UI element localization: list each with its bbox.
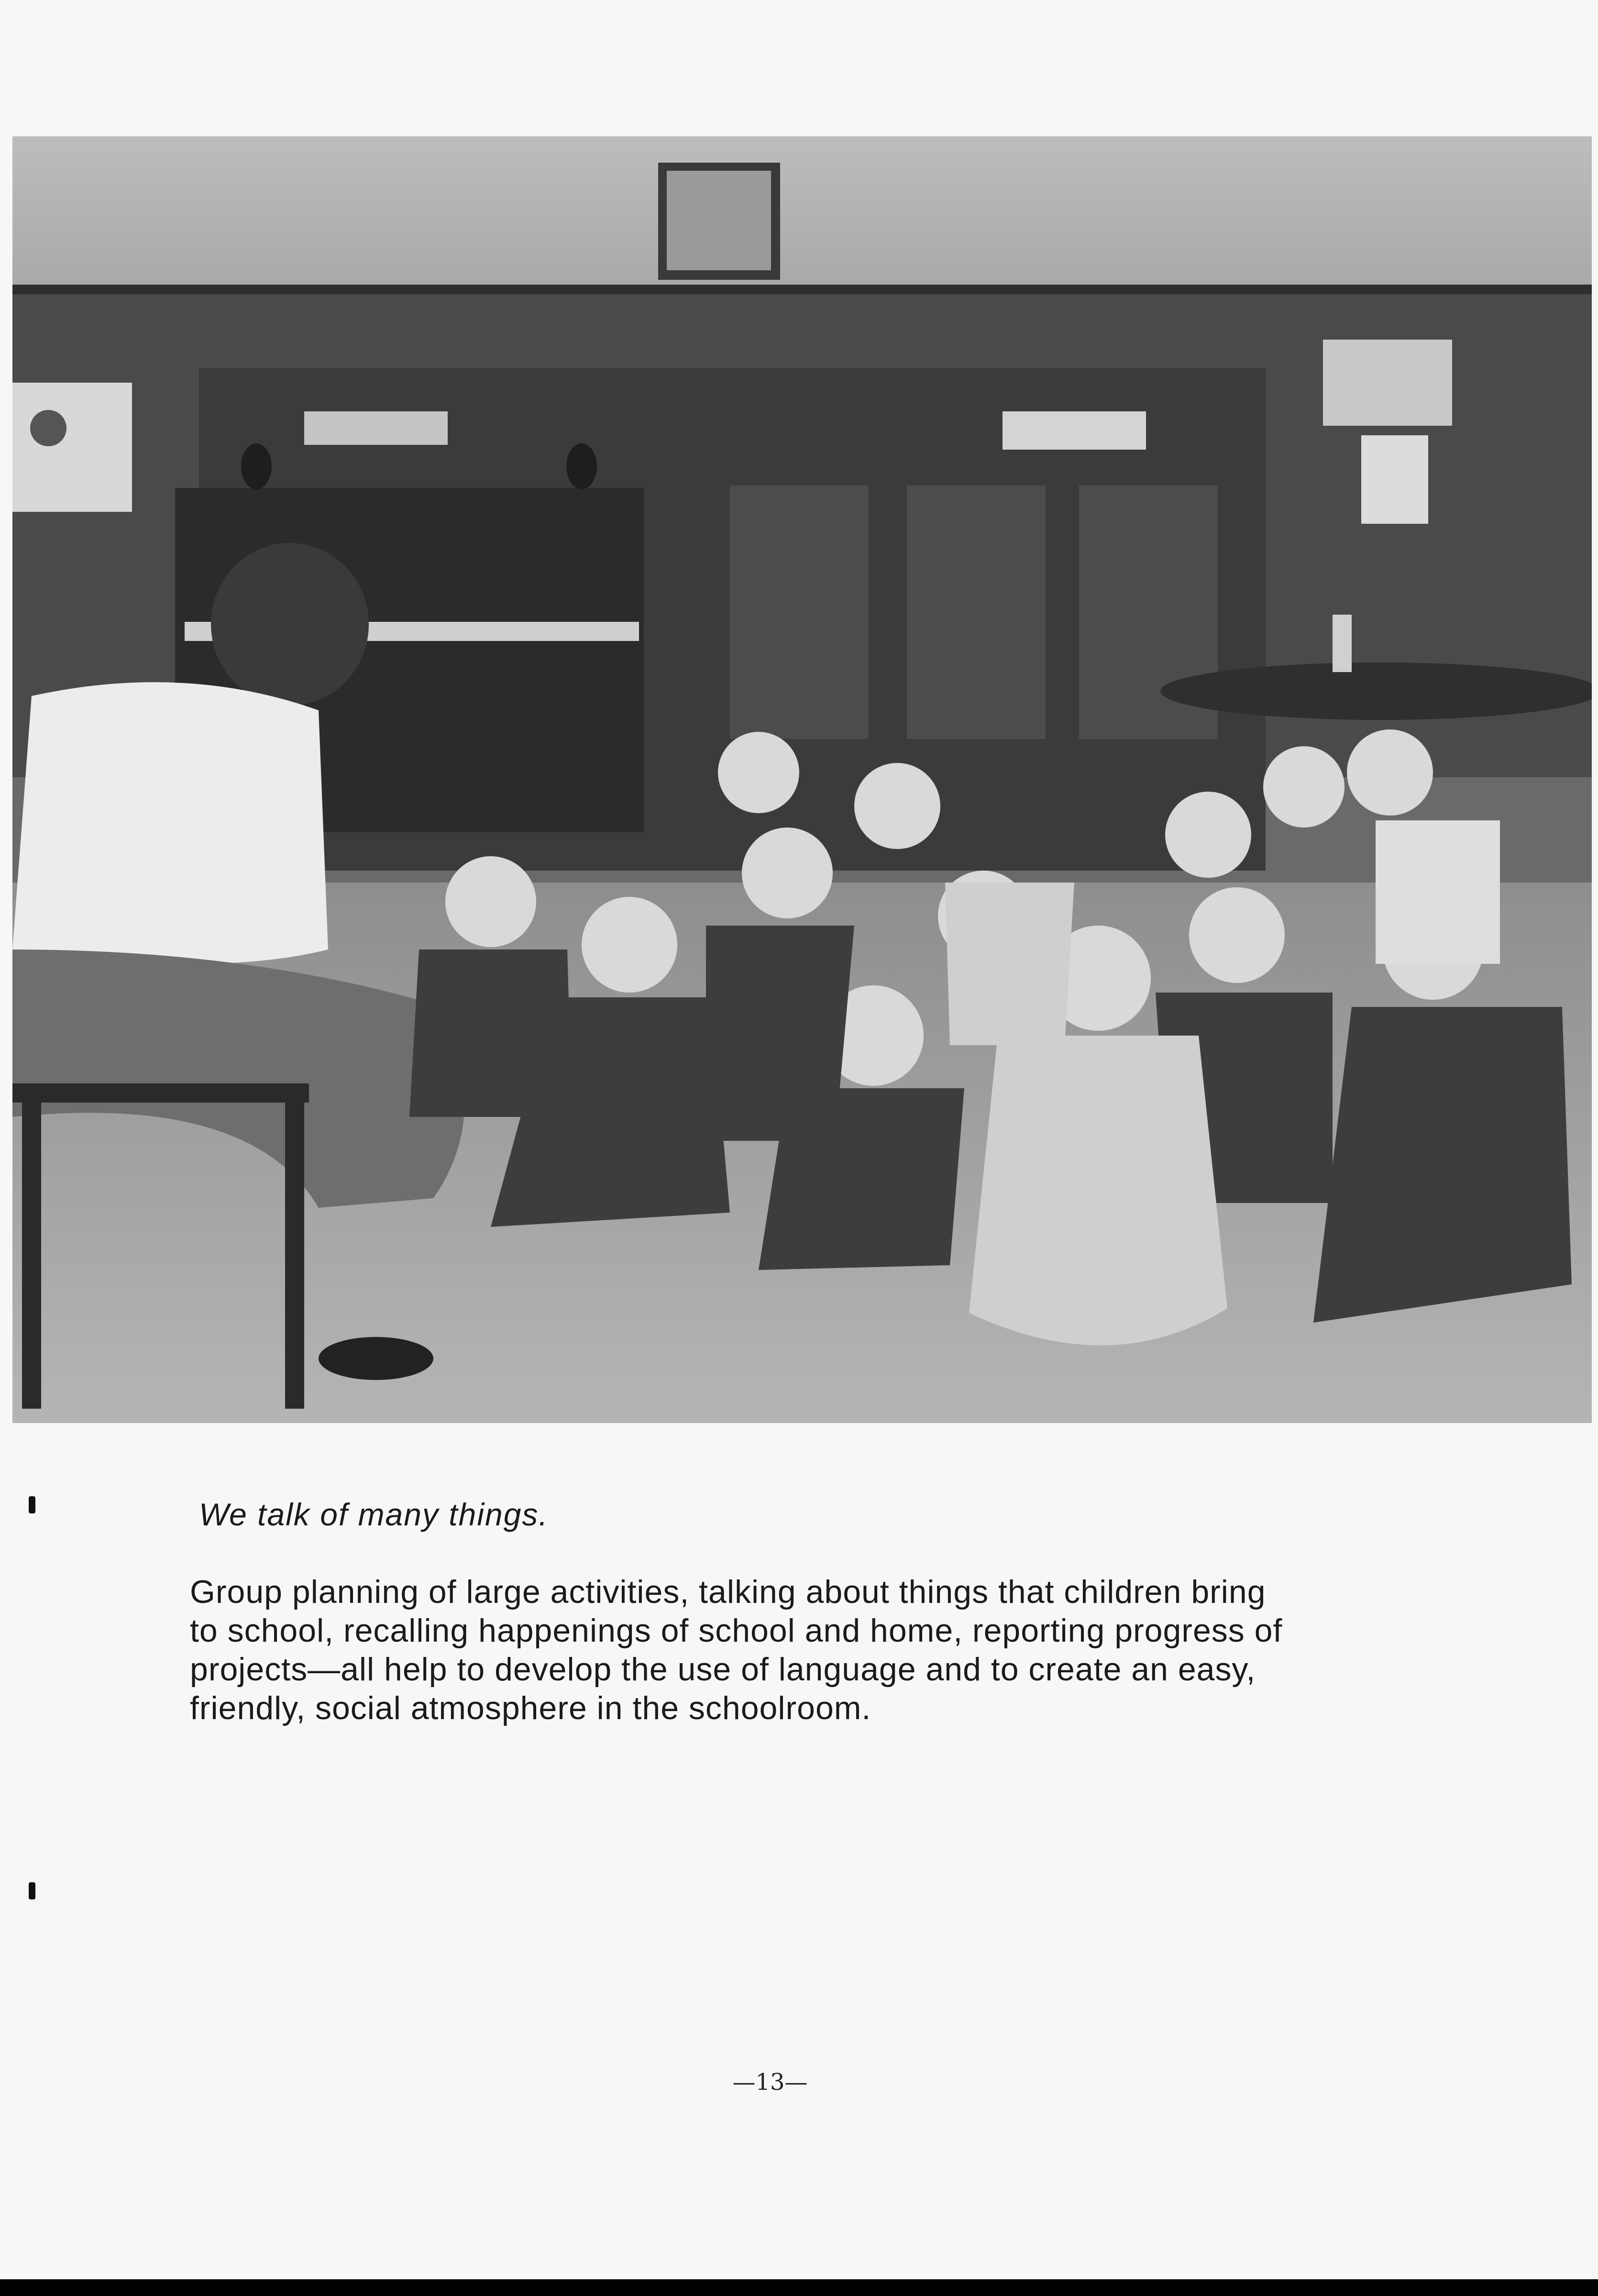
classroom-photo	[12, 136, 1592, 1423]
caption-line: Group planning of large activities, talking about things that children bring	[190, 1574, 1266, 1610]
caption-line: projects—all help to develop the use of language and to create an easy,	[190, 1651, 1256, 1688]
binding-hole-mark	[29, 1496, 35, 1513]
caption-line: friendly, social atmosphere in the schoolroom.	[190, 1690, 871, 1726]
caption-title: We talk of many things.	[199, 1497, 549, 1532]
page-number: —13—	[732, 2069, 808, 2096]
caption-line: to school, recalling happenings of school and home, reporting progress of	[190, 1612, 1283, 1649]
scan-edge	[0, 2279, 1598, 2296]
binding-hole-mark	[29, 1882, 35, 1899]
caption-body	[190, 1573, 1347, 1728]
